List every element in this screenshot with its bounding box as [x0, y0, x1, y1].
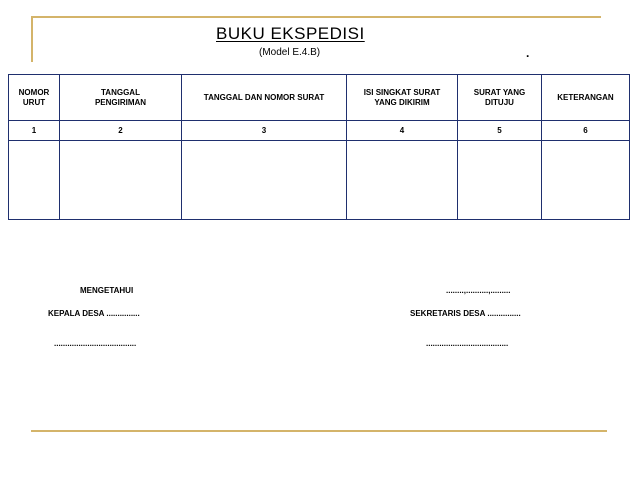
table-cell — [347, 141, 458, 220]
col-number: 2 — [60, 121, 182, 141]
col-number: 4 — [347, 121, 458, 141]
table-header-row — [9, 75, 630, 121]
col-number: 3 — [182, 121, 347, 141]
col-number: 1 — [9, 121, 60, 141]
col-header-surat-dituju: SURAT YANG DITUJU — [458, 75, 542, 121]
bottom-border-line — [31, 430, 607, 432]
top-border-line — [31, 16, 601, 18]
left-border-line — [31, 16, 33, 62]
col-number: 6 — [542, 121, 630, 141]
col-number: 5 — [458, 121, 542, 141]
village-secretary-label: SEKRETARIS DESA ............... — [410, 309, 521, 318]
col-header-tanggal-nomor-surat: TANGGAL DAN NOMOR SURAT — [182, 75, 347, 121]
table-cell — [60, 141, 182, 220]
document-model-code: (Model E.4.B) — [259, 47, 321, 58]
table-cell — [542, 141, 630, 220]
table-cell — [9, 141, 60, 220]
document-title: BUKU EKSPEDISI — [216, 24, 365, 43]
col-header-keterangan: KETERANGAN — [542, 75, 630, 121]
table-cell — [182, 141, 347, 220]
col-header-isi-singkat: ISI SINGKAT SURAT YANG DIKIRIM — [347, 75, 458, 121]
expedition-table — [8, 74, 630, 220]
col-header-nomor-urut: NOMOR URUT — [9, 75, 60, 121]
acknowledge-label: MENGETAHUI — [80, 286, 134, 295]
table-cell — [458, 141, 542, 220]
place-date-line: ........,..........,......... — [446, 286, 511, 295]
village-head-label: KEPALA DESA ............... — [48, 309, 140, 318]
header-mark: . — [526, 46, 530, 60]
village-secretary-signature-line: ..................................... — [426, 339, 509, 348]
col-header-tanggal-pengiriman: TANGGAL PENGIRIMAN — [60, 75, 182, 121]
table-row — [9, 141, 630, 220]
village-head-signature-line: ..................................... — [54, 339, 137, 348]
column-number-row — [9, 121, 630, 141]
